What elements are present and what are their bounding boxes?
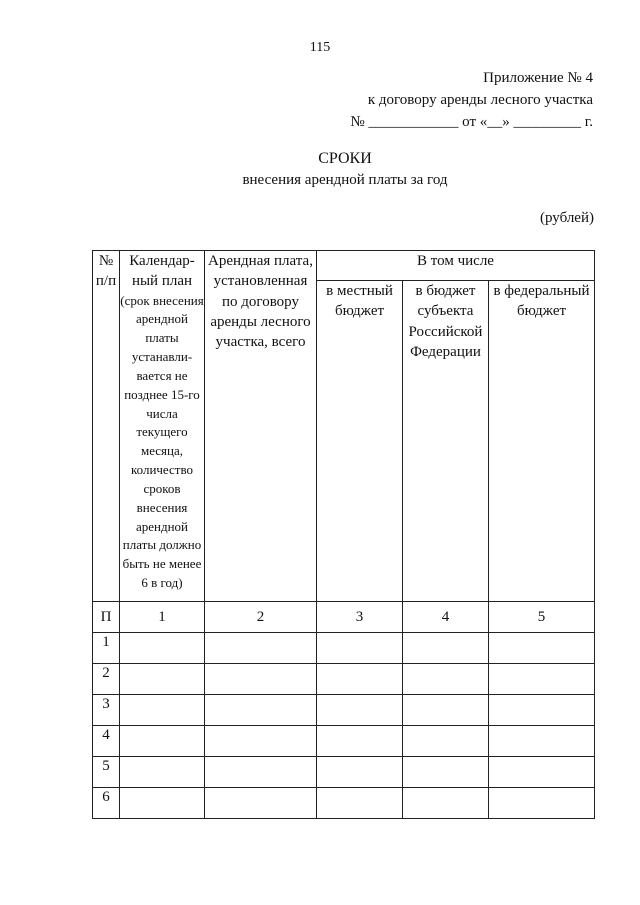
row-number: 3 (93, 695, 120, 726)
header-row-number: № п/п (93, 251, 120, 602)
table-row (93, 788, 595, 819)
currency-note: (рублей) (539, 210, 594, 226)
table-cell (489, 726, 595, 757)
table-cell (489, 695, 595, 726)
table-cell (403, 788, 489, 819)
row-number: 1 (93, 633, 120, 664)
column-number: 5 (489, 602, 595, 633)
table-cell (120, 664, 205, 695)
column-number: 3 (317, 602, 403, 633)
header-calendar-plan-note: (срок внесения арендной платы устанавли- вается не позднее 15-го числа текущего месяца, количество сроков внесения арендной платы должно быть не менее 6 в год) (120, 292, 204, 591)
column-number: 2 (205, 602, 317, 633)
table-cell (403, 664, 489, 695)
header-calendar-plan-title: Календар- ный план (129, 253, 195, 290)
header-local-budget: в местный бюджет (317, 281, 403, 602)
table-cell (489, 664, 595, 695)
column-number: 1 (120, 602, 205, 633)
table-cell (317, 726, 403, 757)
header-total-rent: Арендная плата, установленная по договору аренды лесного участка, всего (205, 251, 317, 602)
header-calendar-plan (120, 251, 205, 602)
document-subtitle: внесения арендной платы за год (242, 172, 448, 188)
table-cell (120, 695, 205, 726)
table-cell (403, 633, 489, 664)
table-cell (317, 757, 403, 788)
table-cell (403, 757, 489, 788)
table-cell (317, 664, 403, 695)
document-title: СРОКИ (318, 150, 372, 167)
appendix-title: Приложение № 4 (483, 70, 593, 86)
table-row (93, 695, 595, 726)
table-row (93, 664, 595, 695)
column-number: П (93, 602, 120, 633)
table-cell (120, 633, 205, 664)
table-cell (317, 633, 403, 664)
table-cell (403, 726, 489, 757)
header-regional-budget: в бюджет субъекта Российской Федерации (403, 281, 489, 602)
table-cell (120, 788, 205, 819)
table-cell (317, 788, 403, 819)
table-cell (205, 788, 317, 819)
column-number-row (93, 602, 595, 633)
row-number: 4 (93, 726, 120, 757)
header-federal-budget: в федеральный бюджет (489, 281, 595, 602)
column-number: 4 (403, 602, 489, 633)
table-row (93, 633, 595, 664)
table-cell (205, 633, 317, 664)
table-cell (205, 695, 317, 726)
contract-number-date-line: № ____________ от «__» _________ г. (350, 114, 593, 130)
row-number: 5 (93, 757, 120, 788)
table-cell (120, 757, 205, 788)
table-row (93, 757, 595, 788)
table-cell (489, 757, 595, 788)
appendix-subtitle: к договору аренды лесного участка (367, 92, 593, 108)
payment-schedule-table (92, 250, 595, 819)
page-number: 115 (309, 40, 331, 55)
table-row (93, 726, 595, 757)
row-number: 6 (93, 788, 120, 819)
table-cell (317, 695, 403, 726)
table-cell (489, 788, 595, 819)
table-cell (205, 757, 317, 788)
header-including: В том числе (317, 251, 595, 281)
row-number: 2 (93, 664, 120, 695)
table-cell (403, 695, 489, 726)
table-cell (489, 633, 595, 664)
table-cell (120, 726, 205, 757)
table-cell (205, 664, 317, 695)
table-cell (205, 726, 317, 757)
